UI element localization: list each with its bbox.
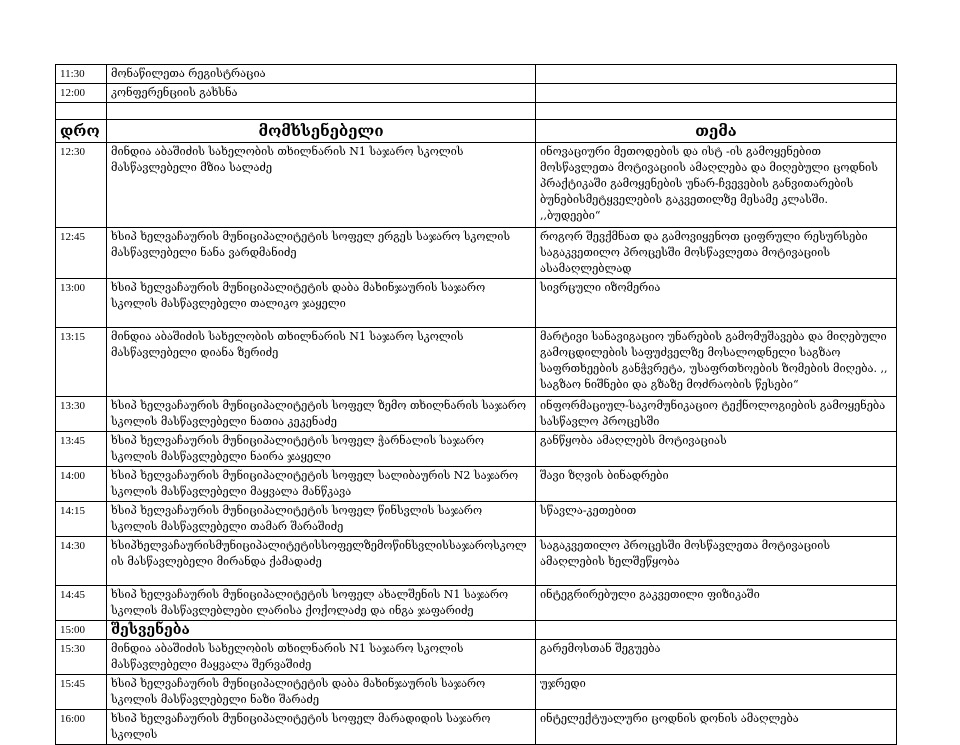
table-row	[56, 502, 897, 537]
topic-cell: როგორ შევქმნათ და გამოვიყენოთ ციფრული რესურსები საგაკვეთილო პროცესში მოსწავლეთა მოტივაციის ასამაღლებლად	[536, 228, 897, 279]
speaker-cell: ხსიპ ხელვაჩაურის მუნიციპალიტეტის სოფელ სალიბაურის N2 საჯარო სკოლის მასწავლებელი მაყვალა მანწკავა	[107, 467, 536, 502]
speaker-cell: მონაწილეთა რეგისტრაცია	[107, 65, 536, 84]
time-cell: 13:30	[56, 397, 107, 432]
speaker-cell: ხსიპ ხელვაჩაურის მუნიციპალიტეტის სოფელ ახალშენის N1 საჯარო სკოლის მასწავლებლები ლარისა ქოქოლაძე და ინგა ჯაფარიძე	[107, 586, 536, 621]
speaker-cell: ხსიპ ხელვაჩაურის მუნიციპალიტეტის დაბა მახინჯაურის საჯარო სკოლის მასწავლებელი ნაზი შარაძე	[107, 675, 536, 710]
time-cell: 14:30	[56, 537, 107, 586]
table-row	[56, 640, 897, 675]
speaker-cell	[107, 103, 536, 120]
time-cell: 14:00	[56, 467, 107, 502]
table-row	[56, 397, 897, 432]
topic-cell: სწავლა-კეთებით	[536, 502, 897, 537]
topic-cell: გარემოსთან შეგუება	[536, 640, 897, 675]
topic-cell: შავი ზღვის ბინადრები	[536, 467, 897, 502]
table-row	[56, 432, 897, 467]
topic-cell: საგაკვეთილო პროცესში მოსწავლეთა მოტივაციის ამაღლების ხელშეწყობა	[536, 537, 897, 586]
speaker-cell: ხსიპ ხელვაჩაურის მუნიციპალიტეტის სოფელ ერგეს საჯარო სკოლის მასწავლებელი ნანა ვარდმანიძე	[107, 228, 536, 279]
speaker-cell: ხსიპ ხელვაჩაურის მუნიციპალიტეტის სოფელ მარადიდის საჯარო სკოლის	[107, 710, 536, 745]
column-header-speaker: მომხსენებელი	[107, 120, 536, 143]
time-cell: 13:00	[56, 279, 107, 328]
topic-cell: უჯრედი	[536, 675, 897, 710]
topic-cell: ინტეგრირებული გაკვეთილი ფიზიკაში	[536, 586, 897, 621]
table-row	[56, 467, 897, 502]
table-row	[56, 228, 897, 279]
table-row	[56, 675, 897, 710]
table-row	[56, 103, 897, 120]
speaker-cell: მინდია აბაშიძის სახელობის თხილნარის N1 საჯარო სკოლის მასწავლებელი დიანა ზერიძე	[107, 328, 536, 397]
time-cell: 12:00	[56, 84, 107, 103]
time-cell: 14:15	[56, 502, 107, 537]
topic-cell	[536, 621, 897, 640]
time-cell: 15:45	[56, 675, 107, 710]
schedule-table	[55, 64, 897, 745]
break-label: შესვენება	[107, 621, 536, 640]
topic-cell: სივრცული იზომერია	[536, 279, 897, 328]
topic-cell: ინოვაციური მეთოდების და ისტ -ის გამოყენებით მოსწავლეთა მოტივაციის ამაღლება და მიღებული ცოდნის პრაქტიკაში გამოყენების უნარ-ჩვევების განვითარების ბუნებისმეტყველების გაკვეთილზე მესამე კლასში. ,,ბუდეები“	[536, 143, 897, 228]
time-cell: 12:30	[56, 143, 107, 228]
time-cell: 11:30	[56, 65, 107, 84]
table-row	[56, 586, 897, 621]
speaker-cell: ხსიპ ხელვაჩაურის მუნიციპალიტეტის სოფელ ჭარნალის საჯარო სკოლის მასწავლებელი ნაირა ჯაყელი	[107, 432, 536, 467]
table-row	[56, 710, 897, 745]
table-row	[56, 143, 897, 228]
header-row	[56, 120, 897, 143]
speaker-cell: ხსიპხელვაჩაურისმუნიციპალიტეტისსოფელზემოწინსვლისსაჯაროსკოლის მასწავლებელი მირანდა ქამადაძე	[107, 537, 536, 586]
time-cell: 13:45	[56, 432, 107, 467]
table-row	[56, 65, 897, 84]
table-row	[56, 621, 897, 640]
topic-cell	[536, 103, 897, 120]
speaker-cell: ხსიპ ხელვაჩაურის მუნიციპალიტეტის სოფელ წინსვლის საჯარო სკოლის მასწავლებელი თამარ შარაშიძე	[107, 502, 536, 537]
topic-cell	[536, 84, 897, 103]
speaker-cell: მინდია აბაშიძის სახელობის თხილნარის N1 საჯარო სკოლის მასწავლებელი მაყვალა შერვაშიძე	[107, 640, 536, 675]
time-cell: 15:30	[56, 640, 107, 675]
speaker-cell: ხსიპ ხელვაჩაურის მუნიციპალიტეტის დაბა მახინჯაურის საჯარო სკოლის მასწავლებელი თალიკო ჯაყელი	[107, 279, 536, 328]
time-cell: 16:00	[56, 710, 107, 745]
time-cell: 15:00	[56, 621, 107, 640]
topic-cell	[536, 65, 897, 84]
time-cell: 12:45	[56, 228, 107, 279]
speaker-cell: მინდია აბაშიძის სახელობის თხილნარის N1 საჯარო სკოლის მასწავლებელი მზია სალაძე	[107, 143, 536, 228]
table-row	[56, 328, 897, 397]
topic-cell: მარტივი სანავიგაციო უნარების გამომუშავება და მიღებული გამოცდილების საფუძველზე მოსალოდნელი საგზაო საფრთხეების განჭვრეტა, უსაფრთხოების ზომების მიღება. ,, საგზაო ნიშნები და გზაზე მოძრაობის წესები“	[536, 328, 897, 397]
table-row	[56, 537, 897, 586]
speaker-cell: კონფერენციის გახსნა	[107, 84, 536, 103]
table-row	[56, 279, 897, 328]
column-header-topic: თემა	[536, 120, 897, 143]
topic-cell: განწყობა ამაღლებს მოტივაციას	[536, 432, 897, 467]
time-cell: 13:15	[56, 328, 107, 397]
topic-cell: ინფორმაციულ-საკომუნიკაციო ტექნოლოგიების გამოყენება სასწავლო პროცესში	[536, 397, 897, 432]
time-cell: 14:45	[56, 586, 107, 621]
table-row	[56, 84, 897, 103]
speaker-cell: ხსიპ ხელვაჩაურის მუნიციპალიტეტის სოფელ ზემო თხილნარის საჯარო სკოლის მასწავლებელი ნათია კეკენაძე	[107, 397, 536, 432]
topic-cell: ინტელექტუალური ცოდნის დონის ამაღლება	[536, 710, 897, 745]
time-cell	[56, 103, 107, 120]
column-header-time: დრო	[56, 120, 107, 143]
